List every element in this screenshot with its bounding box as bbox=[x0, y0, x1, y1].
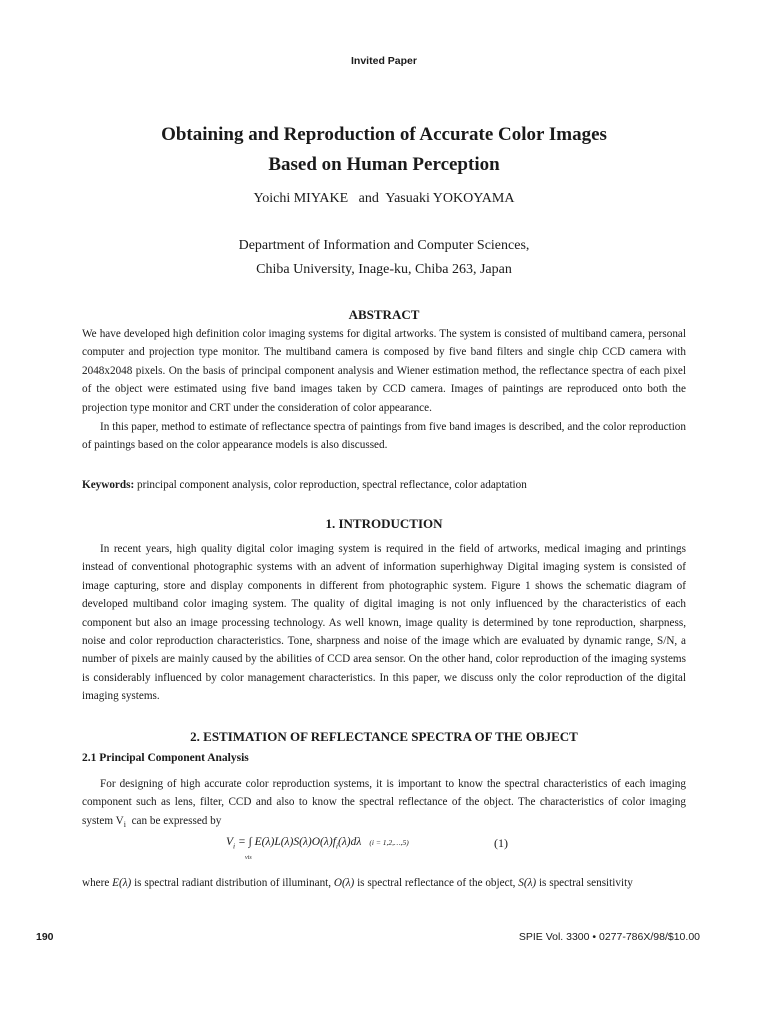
equation-number: (1) bbox=[494, 836, 508, 850]
paper-title-line-1: Obtaining and Reproduction of Accurate Color Images bbox=[161, 124, 607, 145]
introduction-paragraph: In recent years, high quality digital color imaging system is required in the field of artworks, medical imaging and printings instead of conventional photographic systems with an advent of information superhighway Digital imaging system is consisted of image capturing, store and display components in different from photographic system. Figure 1 shows the schematic diagram of developed multiband color imaging system. The quality of digital imaging is not only influenced by the characteristics of each component but also an image processing technology. As well known, image quality is determined by tone reproduction, sharpness, noise and color reproduction characteristics. Tone, sharpness and noise of the image which are evaluated by dynamic range, S/N, a number of pixels are mainly caused by the abilities of CCD area sensor. On the other hand, color reproduction of the imaging systems is considerably influenced by color management characteristics. In this paper, we discuss only the color reproduction of the digital imaging systems. bbox=[82, 543, 686, 703]
section-2-heading: 2. ESTIMATION OF REFLECTANCE SPECTRA OF THE OBJECT bbox=[190, 729, 578, 744]
page-number: 190 bbox=[36, 931, 54, 943]
p2-part-d: is spectral sensitivity bbox=[536, 877, 633, 889]
equation-rhs: = ∫ E(λ)L(λ)S(λ)O(λ)f bbox=[235, 836, 336, 848]
spie-citation: SPIE Vol. 3300 • 0277-786X/98/$10.00 bbox=[518, 931, 700, 943]
abstract-paragraph-2: In this paper, method to estimate of reflectance spectra of paintings from five band images is described, and the color reproduction of paintings based on the color appearance models is also discussed. bbox=[82, 421, 686, 452]
affiliation-line-2: Chiba University, Inage-ku, Chiba 263, Japan bbox=[256, 262, 512, 277]
equation-integral-limit: vis bbox=[245, 855, 252, 861]
invited-paper-label: Invited Paper bbox=[351, 55, 417, 67]
equation-lhs: V bbox=[226, 836, 234, 848]
keywords-label: Keywords: bbox=[82, 479, 135, 491]
equation-1 bbox=[226, 836, 409, 850]
equation-range: (i = 1,2,…,5) bbox=[369, 838, 409, 847]
vi-subscript: i bbox=[123, 820, 126, 830]
authors: Yoichi MIYAKE and Yasuaki YOKOYAMA bbox=[253, 191, 515, 206]
p2-o-lambda: O(λ) bbox=[333, 877, 355, 889]
paper-title-line-2: Based on Human Perception bbox=[268, 154, 500, 175]
equation-rhs-tail: (λ)dλ bbox=[337, 836, 362, 848]
p2-part-a: where bbox=[82, 877, 113, 889]
section-2-paragraph-1-text: For designing of high accurate color reproduction systems, it is important to know the spectral characteristics of each imaging component such as lens, filter, CCD and also to know the spectral reflectance of the object. The characteristics of color imaging system V bbox=[82, 778, 686, 827]
section-2-paragraph-1-tail: can be expressed by bbox=[126, 814, 222, 827]
equation-lhs-subscript: i bbox=[233, 841, 236, 851]
affiliation-line-1: Department of Information and Computer Sciences, bbox=[238, 238, 530, 253]
section-2-1-subheading: 2.1 Principal Component Analysis bbox=[82, 752, 249, 764]
p2-part-c: is spectral reflectance of the object, bbox=[354, 877, 519, 889]
abstract-paragraph-1: We have developed high definition color imaging systems for digital artworks. The system is consisted of multiband camera, personal computer and projection type monitor. The multiband camera is composed by five band filters and single chip CCD camera with 2048x2048 pixels. On the basis of principal component analysis and Wiener estimation method, the reflectance spectra of each pixel of the object were estimated using five band images taken by CCD camera. Images of paintings are reproduced onto both the projection type monitor and CRT under the consideration of color appearance. bbox=[82, 328, 686, 414]
section-2-paragraph-2 bbox=[82, 874, 686, 892]
abstract-heading: ABSTRACT bbox=[348, 307, 420, 322]
equation-rhs-subscript: i bbox=[335, 841, 338, 851]
p2-e-lambda: E(λ) bbox=[112, 877, 132, 889]
introduction-heading: 1. INTRODUCTION bbox=[325, 516, 443, 531]
section-2-paragraph-1 bbox=[82, 775, 686, 834]
p2-s-lambda: S(λ) bbox=[518, 877, 537, 889]
keywords bbox=[82, 476, 686, 494]
p2-part-b: is spectral radiant distribution of illuminant, bbox=[131, 877, 334, 889]
keywords-text: principal component analysis, color reproduction, spectral reflectance, color adaptation bbox=[134, 479, 527, 491]
